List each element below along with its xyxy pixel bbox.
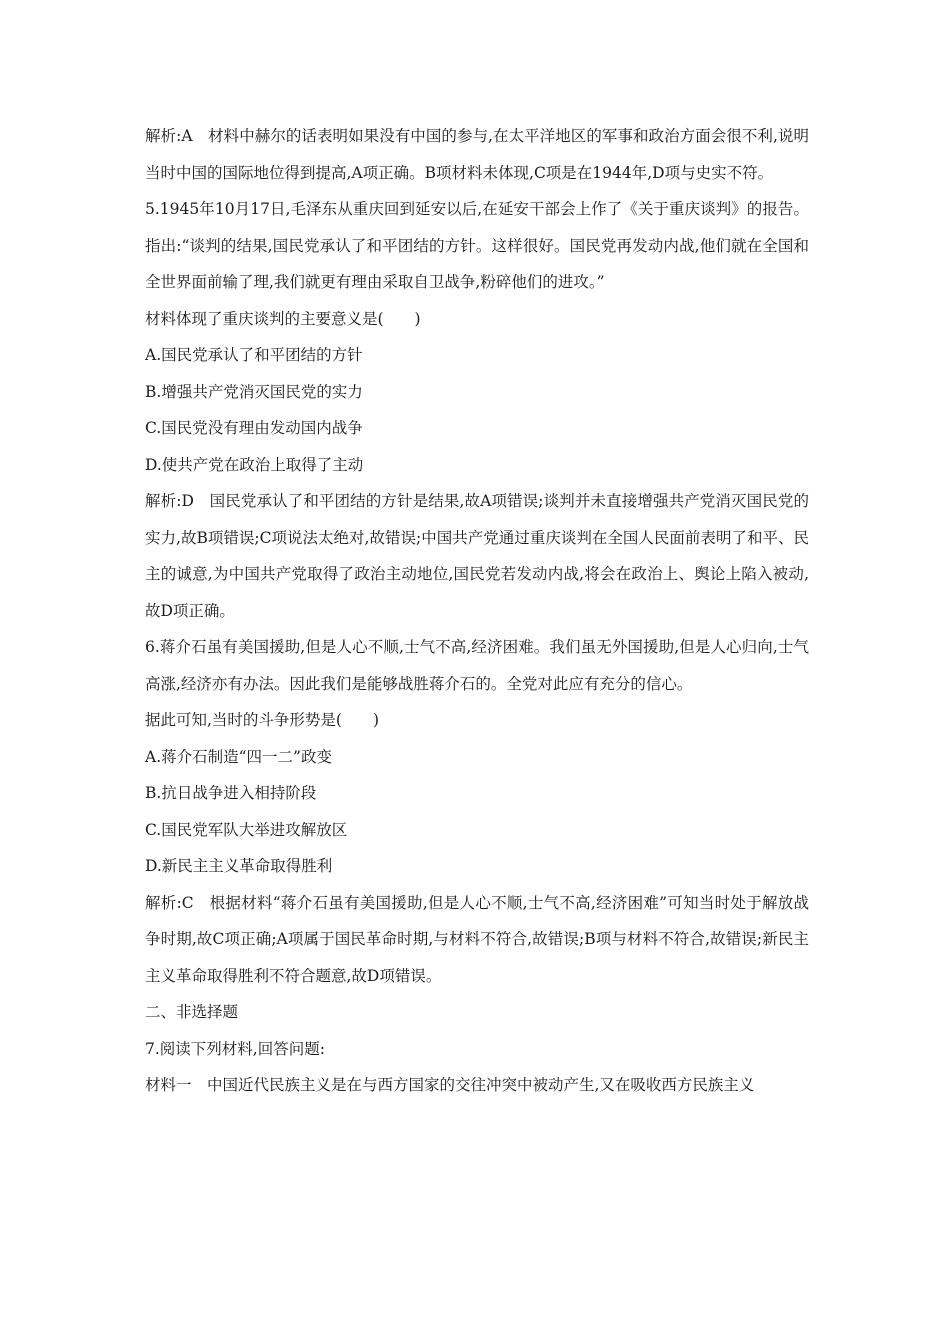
question-5-prompt: 材料体现了重庆谈判的主要意义是( ) [145, 309, 421, 328]
question-6-stem: 6.蒋介石虽有美国援助,但是人心不顺,士气不高,经济困难。我们虽无外国援助,但是人心归向,士气高涨,经济亦有办法。因此我们是能够战胜蒋介石的。全党对此应有充分的信心。 [145, 638, 809, 693]
question-5-option-d: D.使共产党在政治上取得了主动 [145, 455, 364, 474]
question-5-stem: 5.1945年10月17日,毛泽东从重庆回到延安以后,在延安干部会上作了《关于重庆谈判》的报告。指出:“谈判的结果,国民党承认了和平团结的方针。这样很好。国民党再发动内战,他们就在全国和全世界面前输了理,我们就更有理由采取自卫战争,粉碎他们的进攻。” [145, 200, 809, 291]
analysis-q4: 解析:A 材料中赫尔的话表明如果没有中国的参与,在太平洋地区的军事和政治方面会很不利,说明当时中国的国际地位得到提高,A项正确。B项材料未体现,C项是在1944年,D项与史实不符。 [145, 127, 809, 182]
question-6-option-b: B.抗日战争进入相持阶段 [145, 784, 317, 802]
question-6-option-c: C.国民党军队大举进攻解放区 [145, 820, 348, 839]
question-7-material-1: 材料一 中国近代民族主义是在与西方国家的交往冲突中被动产生,又在吸收西方民族主义 [145, 1076, 755, 1094]
question-6-option-a: A.蒋介石制造“四一二”政变 [145, 747, 332, 766]
question-5-option-c: C.国民党没有理由发动国内战争 [145, 419, 363, 437]
question-5-option-a: A.国民党承认了和平团结的方针 [145, 346, 363, 364]
question-6-prompt: 据此可知,当时的斗争形势是( ) [145, 711, 380, 729]
question-6-option-d: D.新民主主义革命取得胜利 [145, 857, 333, 875]
document-body [145, 118, 809, 1104]
question-7-stem: 7.阅读下列材料,回答问题: [145, 1039, 325, 1058]
analysis-q6: 解析:C 根据材料“蒋介石虽有美国援助,但是人心不顺,士气不高,经济困难”可知当时处于解放战争时期,故C项正确;A项属于国民革命时期,与材料不符合,故错误;B项与材料不符合,故错误;新民主主义革命取得胜利不符合题意,故D项错误。 [145, 893, 809, 985]
question-5-option-b: B.增强共产党消灭国民党的实力 [145, 382, 363, 401]
analysis-q5: 解析:D 国民党承认了和平团结的方针是结果,故A项错误;谈判并未直接增强共产党消灭国民党的实力,故B项错误;C项说法太绝对,故错误;中国共产党通过重庆谈判在全国人民面前表明了和平、民主的诚意,为中国共产党取得了政治主动地位,国民党若发动内战,将会在政治上、舆论上陷入被动,故D项正确。 [145, 492, 809, 620]
section-heading-non-choice: 二、非选择题 [145, 1003, 239, 1021]
